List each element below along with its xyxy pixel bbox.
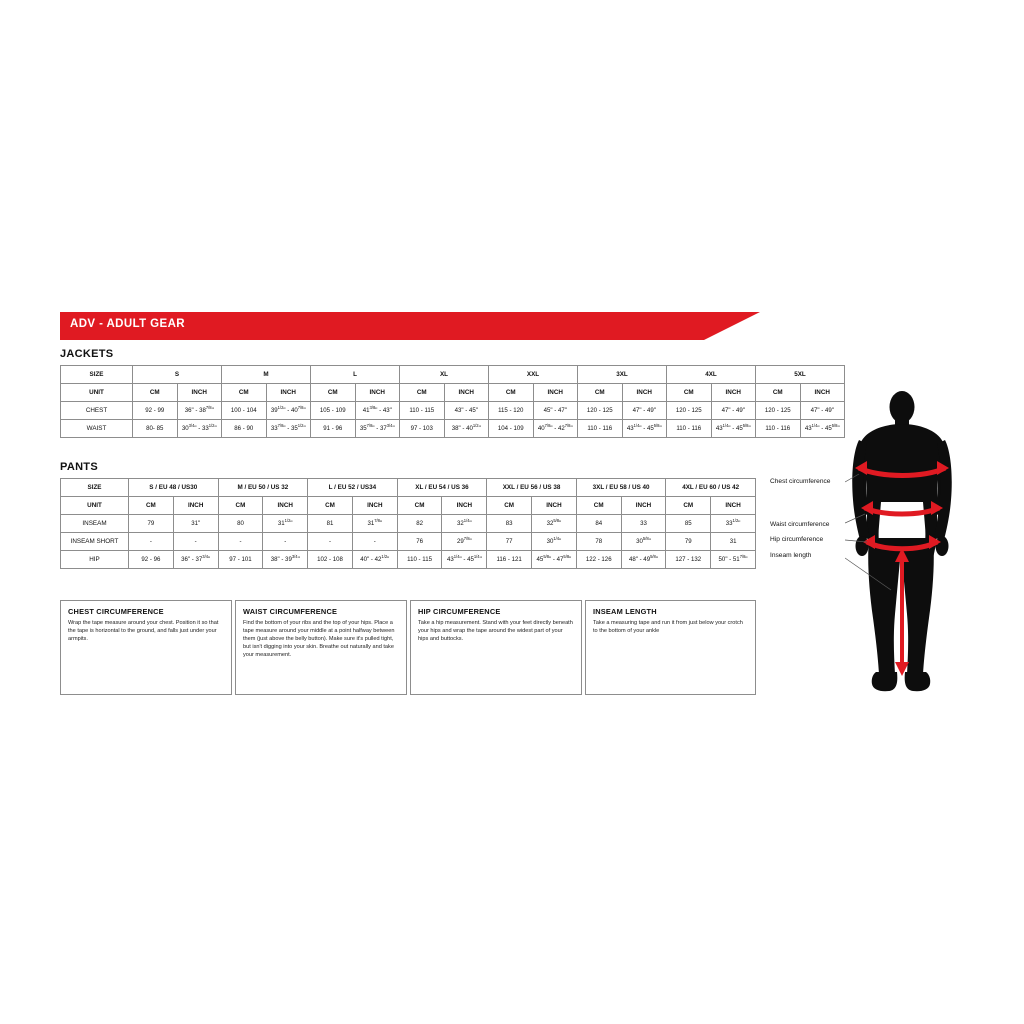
table-cell: 48" - $49^{5/8}$" — [621, 551, 666, 569]
unit-header: INCH — [355, 384, 400, 402]
unit-header: INCH — [621, 497, 666, 515]
table-cell: 79 — [666, 533, 711, 551]
note-body: Wrap the tape measure around your chest. Position it so that the tape is horizontal to the ground, and falls just under your armpits. — [68, 620, 219, 643]
note-hip — [410, 600, 582, 695]
unit-header: INCH — [711, 497, 756, 515]
table-cell: 120 - 125 — [667, 402, 712, 420]
note-body: Take a measuring tape and run it from just below your crotch to the bottom of your ankle — [593, 620, 743, 635]
table-cell: 83 — [487, 515, 532, 533]
unit-header: CM — [308, 497, 353, 515]
table-cell: - — [173, 533, 218, 551]
size-header: M — [222, 366, 311, 384]
unit-header: CM — [129, 497, 174, 515]
table-cell: - — [129, 533, 174, 551]
table-cell: 31 — [711, 533, 756, 551]
unit-header: CM — [667, 384, 712, 402]
table-cell: 79 — [129, 515, 174, 533]
row-header: UNIT — [61, 384, 133, 402]
unit-header: CM — [400, 384, 445, 402]
table-cell: $45^{5/8}$" - $47^{5/8}$" — [532, 551, 577, 569]
unit-header: INCH — [442, 497, 487, 515]
table-cell: $35^{7/8}$" - $37^{3/4}$" — [355, 420, 400, 438]
table-cell: 110 - 115 — [397, 551, 442, 569]
note-title: HIP CIRCUMFERENCE — [418, 607, 501, 616]
table-cell: $40^{7/8}$" - $42^{7/8}$" — [533, 420, 578, 438]
size-header: XL / EU 54 / US 36 — [397, 479, 487, 497]
size-header: XXL / EU 56 / US 38 — [487, 479, 577, 497]
table-cell: 100 - 104 — [222, 402, 267, 420]
table-cell: 84 — [576, 515, 621, 533]
table-cell: 110 - 115 — [400, 402, 445, 420]
table-cell: 97 - 103 — [400, 420, 445, 438]
table-cell: 47" - 49" — [800, 402, 845, 420]
table-cell: 40" - $42^{1/2}$" — [352, 551, 397, 569]
size-header: L / EU 52 / US34 — [308, 479, 398, 497]
table-cell: 38" - $40^{1/2}$" — [444, 420, 489, 438]
table-cell: $31^{7/8}$" — [352, 515, 397, 533]
table-cell: $39^{1/2}$" - $40^{7/8}$" — [266, 402, 311, 420]
table-cell: $41^{3/8}$" - 43" — [355, 402, 400, 420]
jackets-size-table — [60, 365, 845, 438]
table-cell: 127 - 132 — [666, 551, 711, 569]
table-cell: 36" - $37^{3/4}$" — [173, 551, 218, 569]
table-row — [61, 402, 845, 420]
table-cell: $29^{7/8}$" — [442, 533, 487, 551]
unit-header: INCH — [711, 384, 756, 402]
row-header: HIP — [61, 551, 129, 569]
table-cell: - — [218, 533, 263, 551]
table-cell: 97 - 101 — [218, 551, 263, 569]
row-header: SIZE — [61, 479, 129, 497]
table-cell: 110 - 116 — [756, 420, 801, 438]
table-cell: - — [308, 533, 353, 551]
measurement-instructions — [60, 600, 756, 695]
size-header: M / EU 50 / US 32 — [218, 479, 308, 497]
table-cell: 80 — [218, 515, 263, 533]
jackets-section-label: JACKETS — [60, 348, 114, 360]
unit-header: CM — [756, 384, 801, 402]
table-cell: 116 - 121 — [487, 551, 532, 569]
table-cell: 85 — [666, 515, 711, 533]
callout-inseam: Inseam length — [770, 552, 812, 559]
unit-header: CM — [578, 384, 623, 402]
size-header: 4XL — [667, 366, 756, 384]
table-row — [61, 420, 845, 438]
table-cell: 110 - 116 — [578, 420, 623, 438]
note-chest — [60, 600, 232, 695]
unit-header: INCH — [622, 384, 667, 402]
table-cell: $43^{1/4}$" - $45^{1/4}$" — [442, 551, 487, 569]
table-row — [61, 479, 756, 497]
row-header: UNIT — [61, 497, 129, 515]
table-cell: 115 - 120 — [489, 402, 534, 420]
row-header: INSEAM — [61, 515, 129, 533]
table-row — [61, 533, 756, 551]
unit-header: CM — [489, 384, 534, 402]
table-row — [61, 384, 845, 402]
note-body: Find the bottom of your ribs and the top of your hips. Place a tape measure around your middle at a point halfway between them (just above the belly button). Make sure it's pulled tight, but isn't digging into your skin. Breathe out naturally and take your measurement. — [243, 620, 395, 659]
note-body: Take a hip measurement. Stand with your feet directly beneath your hips and wrap the tape around the widest part of your hips and buttocks. — [418, 620, 573, 643]
table-row — [61, 497, 756, 515]
table-cell: 36" - $38^{7/8}$" — [177, 402, 222, 420]
size-header: S / EU 48 / US30 — [129, 479, 219, 497]
table-cell: 92 - 96 — [129, 551, 174, 569]
unit-header: INCH — [532, 497, 577, 515]
unit-header: INCH — [800, 384, 845, 402]
table-cell: 77 — [487, 533, 532, 551]
table-cell: $43^{1/4}$" - $45^{5/8}$" — [711, 420, 756, 438]
table-cell: - — [263, 533, 308, 551]
table-cell: 81 — [308, 515, 353, 533]
header-banner — [60, 312, 760, 340]
figure-svg — [845, 390, 975, 710]
table-cell: $43^{1/4}$" - $45^{5/8}$" — [800, 420, 845, 438]
table-cell: 76 — [397, 533, 442, 551]
note-title: WAIST CIRCUMFERENCE — [243, 607, 338, 616]
table-cell: 45" - 47" — [533, 402, 578, 420]
table-cell: 110 - 116 — [667, 420, 712, 438]
table-cell: $32^{5/8}$" — [532, 515, 577, 533]
pants-section-label: PANTS — [60, 461, 98, 473]
callout-hip: Hip circumference — [770, 536, 824, 543]
unit-header: INCH — [444, 384, 489, 402]
table-cell: 120 - 125 — [756, 402, 801, 420]
table-cell: 31" — [173, 515, 218, 533]
size-header: XXL — [489, 366, 578, 384]
unit-header: CM — [311, 384, 356, 402]
unit-header: INCH — [352, 497, 397, 515]
unit-header: CM — [666, 497, 711, 515]
table-cell: $30^{3/4}$" - $33^{1/2}$" — [177, 420, 222, 438]
unit-header: INCH — [173, 497, 218, 515]
table-cell: 47" - 49" — [622, 402, 667, 420]
unit-header: CM — [218, 497, 263, 515]
unit-header: CM — [222, 384, 267, 402]
table-cell: 105 - 109 — [311, 402, 356, 420]
table-cell: $33^{1/2}$" — [711, 515, 756, 533]
table-cell: $32^{1/4}$" — [442, 515, 487, 533]
table-cell: $33^{7/8}$" - $35^{1/2}$" — [266, 420, 311, 438]
unit-header: INCH — [533, 384, 578, 402]
unit-header: CM — [576, 497, 621, 515]
table-row — [61, 551, 756, 569]
banner-title: ADV - ADULT GEAR — [70, 318, 186, 330]
table-row — [61, 515, 756, 533]
unit-header: CM — [487, 497, 532, 515]
table-row — [61, 366, 845, 384]
table-cell: 78 — [576, 533, 621, 551]
row-header: CHEST — [61, 402, 133, 420]
table-cell: 82 — [397, 515, 442, 533]
table-cell: 120 - 125 — [578, 402, 623, 420]
table-cell: 50" - $51^{7/8}$" — [711, 551, 756, 569]
table-cell: 122 - 126 — [576, 551, 621, 569]
unit-header: INCH — [177, 384, 222, 402]
note-title: INSEAM LENGTH — [593, 607, 657, 616]
callout-waist: Waist circumference — [770, 521, 830, 528]
table-cell: 38" - $39^{3/4}$" — [263, 551, 308, 569]
table-cell: $30^{5/8}$" — [621, 533, 666, 551]
unit-header: CM — [133, 384, 178, 402]
pants-size-table — [60, 478, 756, 569]
table-cell: 104 - 109 — [489, 420, 534, 438]
row-header: INSEAM SHORT — [61, 533, 129, 551]
table-cell: 33 — [621, 515, 666, 533]
table-cell: $31^{1/2}$" — [263, 515, 308, 533]
size-header: 5XL — [756, 366, 845, 384]
note-waist — [235, 600, 407, 695]
size-header: S — [133, 366, 222, 384]
note-inseam — [585, 600, 756, 695]
table-cell: $43^{1/4}$" - $45^{5/8}$" — [622, 420, 667, 438]
table-cell: 102 - 108 — [308, 551, 353, 569]
unit-header: INCH — [266, 384, 311, 402]
table-cell: 47" - 49" — [711, 402, 756, 420]
size-header: L — [311, 366, 400, 384]
size-header: 3XL — [578, 366, 667, 384]
size-header: 3XL / EU 58 / US 40 — [576, 479, 666, 497]
row-header: SIZE — [61, 366, 133, 384]
table-cell: 80- 85 — [133, 420, 178, 438]
size-header: 4XL / EU 60 / US 42 — [666, 479, 756, 497]
unit-header: INCH — [263, 497, 308, 515]
body-measurement-figure — [845, 390, 975, 710]
row-header: WAIST — [61, 420, 133, 438]
table-cell: - — [352, 533, 397, 551]
callout-chest: Chest circumference — [770, 478, 831, 485]
size-header: XL — [400, 366, 489, 384]
table-cell: $30^{1/4}$" — [532, 533, 577, 551]
table-cell: 43" - 45" — [444, 402, 489, 420]
unit-header: CM — [397, 497, 442, 515]
table-cell: 92 - 99 — [133, 402, 178, 420]
table-cell: 91 - 96 — [311, 420, 356, 438]
table-cell: 86 - 90 — [222, 420, 267, 438]
note-title: CHEST CIRCUMFERENCE — [68, 607, 164, 616]
